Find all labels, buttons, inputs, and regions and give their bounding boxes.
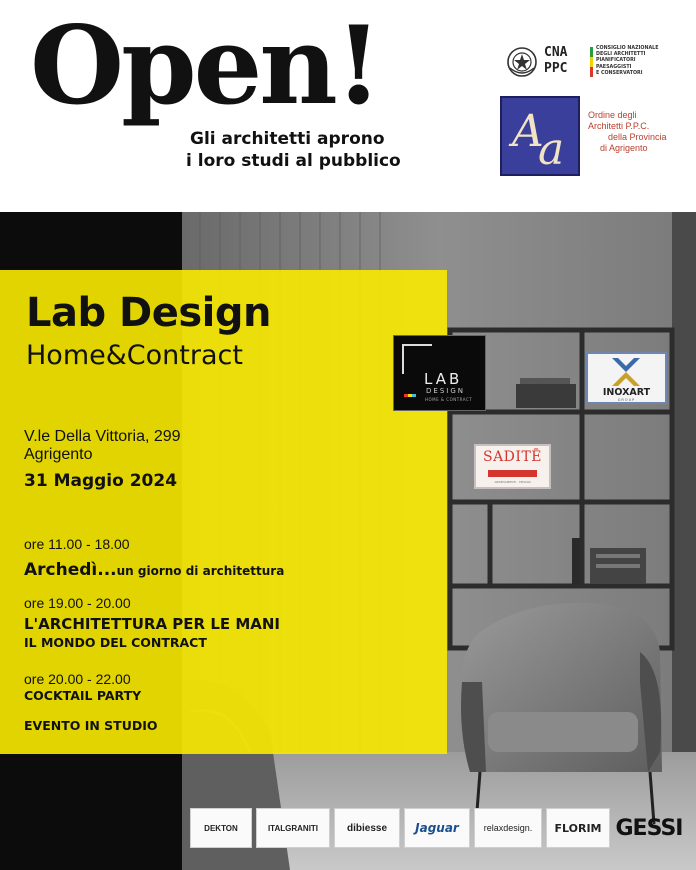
program-time-2: ore 19.00 - 20.00: [24, 595, 131, 611]
sponsor-jaguar: Jaguar: [404, 808, 470, 848]
ordine-architetti-logo: [500, 96, 686, 180]
program-event-1-title: Archedì...: [24, 560, 117, 580]
address-street: V.le Della Vittoria, 299: [24, 428, 181, 445]
sadite-logo: SADITĒ ARREDAMENTI · DESIGN: [474, 444, 551, 489]
program-event-3: COCKTAIL PARTY: [24, 688, 142, 703]
header: [0, 0, 696, 212]
program-time-1: ore 11.00 - 18.00: [24, 536, 130, 552]
color-dots-icon: [404, 394, 416, 397]
sponsor-florim: FLORIM: [546, 808, 610, 848]
program-event-1-subtitle: un giorno di architettura: [116, 564, 285, 578]
lab-design-logo: LAB DESIGN HOME & CONTRACT: [393, 335, 486, 411]
event-info-panel: [0, 270, 447, 754]
program-event-4: EVENTO IN STUDIO: [24, 718, 158, 733]
subtitle-line-1: Gli architetti aprono: [190, 129, 385, 149]
sponsor-dibiesse: dibiesse: [334, 808, 400, 848]
address-city: Agrigento: [24, 446, 93, 463]
inoxart-logo: INOXART GROUP: [586, 352, 667, 404]
sadite-bar: [488, 470, 537, 477]
program-event-1: [24, 559, 284, 582]
inoxart-x-icon: [588, 354, 665, 388]
open-title: Open!: [30, 3, 380, 129]
cnappc-full-name: CONSIGLIO NAZIONALE DEGLI ARCHITETTI PIANIFICATORI PAESAGGISTI E CONSERVATORI: [596, 46, 659, 76]
sponsor-gessi: GESSI: [615, 815, 683, 841]
cnappc-logo: [506, 44, 686, 84]
sponsor-dekton: DEKTON: [190, 808, 252, 848]
event-date: 31 Maggio 2024: [24, 471, 178, 491]
open-subtitle: [186, 128, 401, 172]
sponsor-relaxdesign: relaxdesign.: [474, 808, 542, 848]
studio-name: Lab Design: [26, 290, 271, 336]
ordine-monogram: A a: [500, 96, 580, 176]
program-time-3: ore 20.00 - 22.00: [24, 671, 131, 687]
sponsor-italgraniti: ITALGRANITI: [256, 808, 330, 848]
sponsor-strip: [190, 808, 684, 848]
ordine-name: Ordine degli Architetti P.P.C. della Provincia di Agrigento: [588, 110, 667, 153]
italian-republic-emblem-icon: [506, 46, 538, 78]
subtitle-line-2: i loro studi al pubblico: [186, 151, 401, 171]
cnappc-abbr: CNA PPC: [544, 45, 568, 76]
flag-stripe: [590, 47, 593, 77]
program-event-2-subtitle: IL MONDO DEL CONTRACT: [24, 635, 207, 650]
program-event-2: L'ARCHITETTURA PER LE MANI: [24, 615, 281, 633]
studio-subtitle: Home&Contract: [26, 340, 243, 371]
